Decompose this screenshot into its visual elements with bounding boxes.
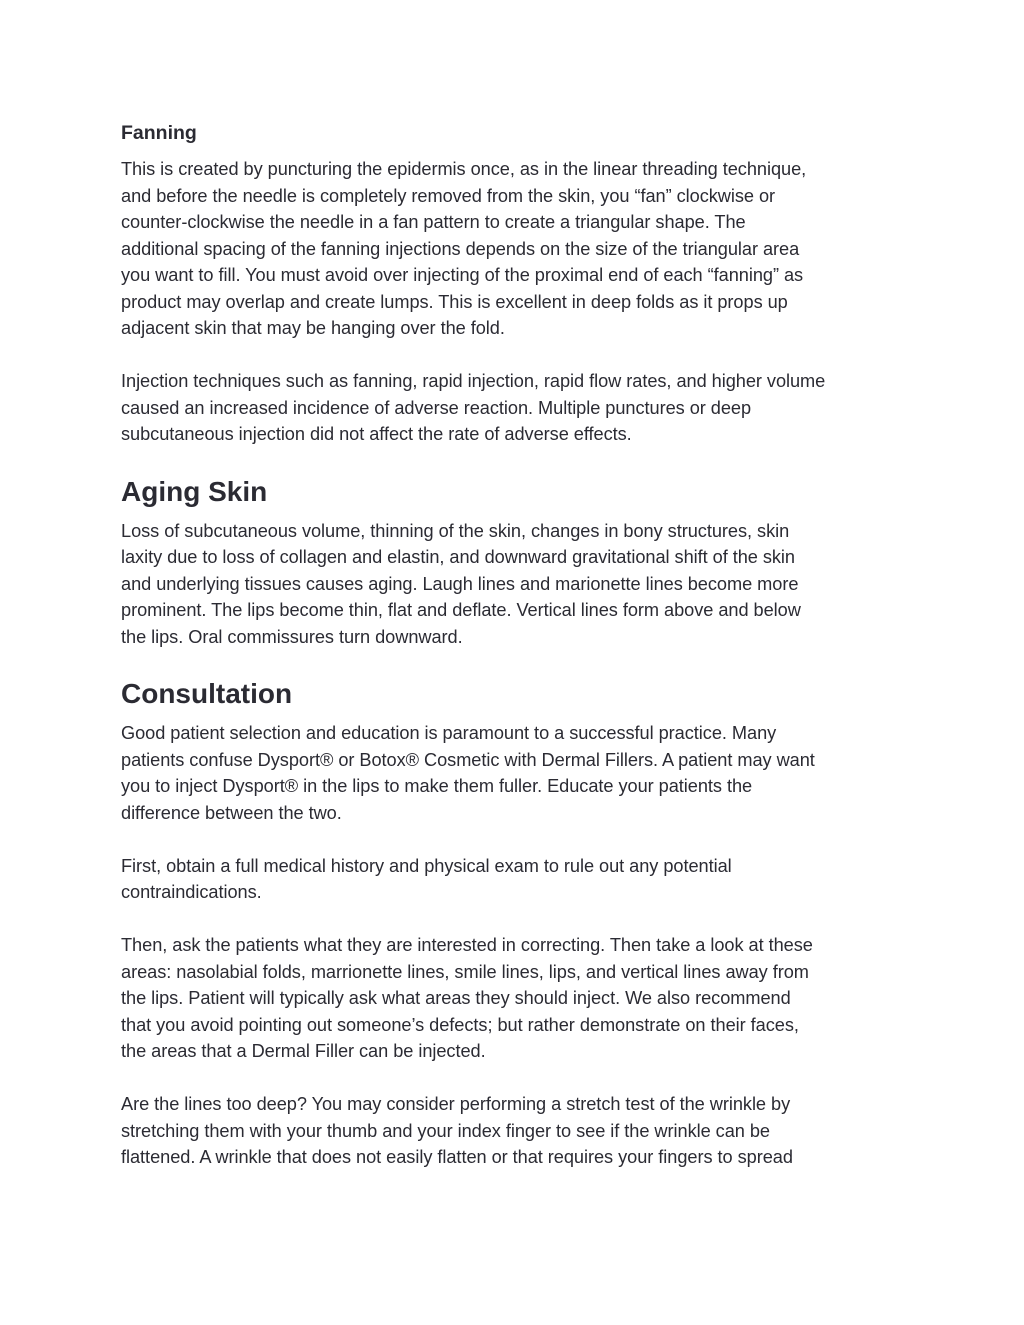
consultation-paragraph-3: Then, ask the patients what they are interested in correcting. Then take a look at these areas: nasolabial folds, marrionette lines, smile lines, lips, and vertical lines away from the lips. Patient will typically ask what areas they should inject. We also recommend that you avoid pointing out someone’s defects; but rather demonstrate on their faces, the areas that a Dermal Filler can be injected. — [121, 935, 813, 1061]
aging-skin-heading: Aging Skin — [121, 475, 268, 507]
paragraph-spacer — [121, 342, 921, 369]
document-page — [121, 118, 921, 1171]
consultation-paragraph-1: Good patient selection and education is paramount to a successful practice. Many patients confuse Dysport® or Botox® Cosmetic with Dermal Fillers. A patient may want you to inject Dysport® in the lips to make them fuller. Educate your patients the difference between the two. — [121, 723, 815, 823]
section-spacer — [121, 448, 921, 474]
consultation-paragraph-4: Are the lines too deep? You may consider performing a stretch test of the wrinkle by stretching them with your thumb and your index finger to see if the wrinkle can be flattened. A wrinkle that does not easily flatten or that requires your fingers to spread — [121, 1094, 793, 1167]
section-spacer — [121, 650, 921, 676]
fanning-paragraph-1: This is created by puncturing the epidermis once, as in the linear threading technique, and before the needle is completely removed from the skin, you “fan” clockwise or counter-clockwise the needle in a fan pattern to create a triangular shape. The additional spacing of the fanning injections depends on the size of the triangular area you want to fill. You must avoid over injecting of the proximal end of each “fanning” as product may overlap and create lumps. This is excellent in deep folds as it props up adjacent skin that may be hanging over the fold. — [121, 159, 807, 338]
consultation-heading: Consultation — [121, 678, 293, 709]
consultation-section — [121, 676, 921, 1171]
paragraph-spacer — [121, 826, 921, 853]
fanning-paragraph-2: Injection techniques such as fanning, rapid injection, rapid flow rates, and higher volume caused an increased incidence of adverse reaction. Multiple punctures or deep subcutaneous injection did not affect the rate of adverse effects. — [121, 371, 826, 444]
aging-skin-section — [121, 474, 921, 651]
paragraph-spacer — [121, 1065, 921, 1092]
paragraph-spacer — [121, 906, 921, 933]
aging-skin-paragraph: Loss of subcutaneous volume, thinning of the skin, changes in bony structures, skin laxity due to loss of collagen and elastin, and downward gravitational shift of the skin and underlying tissues causes aging. Laugh lines and marionette lines become more prominent. The lips become thin, flat and deflate. Vertical lines form above and below the lips. Oral commissures turn downward. — [121, 520, 801, 647]
consultation-paragraph-2: First, obtain a full medical history and physical exam to rule out any potential contraindications. — [121, 855, 732, 902]
fanning-section — [121, 118, 921, 448]
fanning-heading: Fanning — [121, 122, 197, 144]
